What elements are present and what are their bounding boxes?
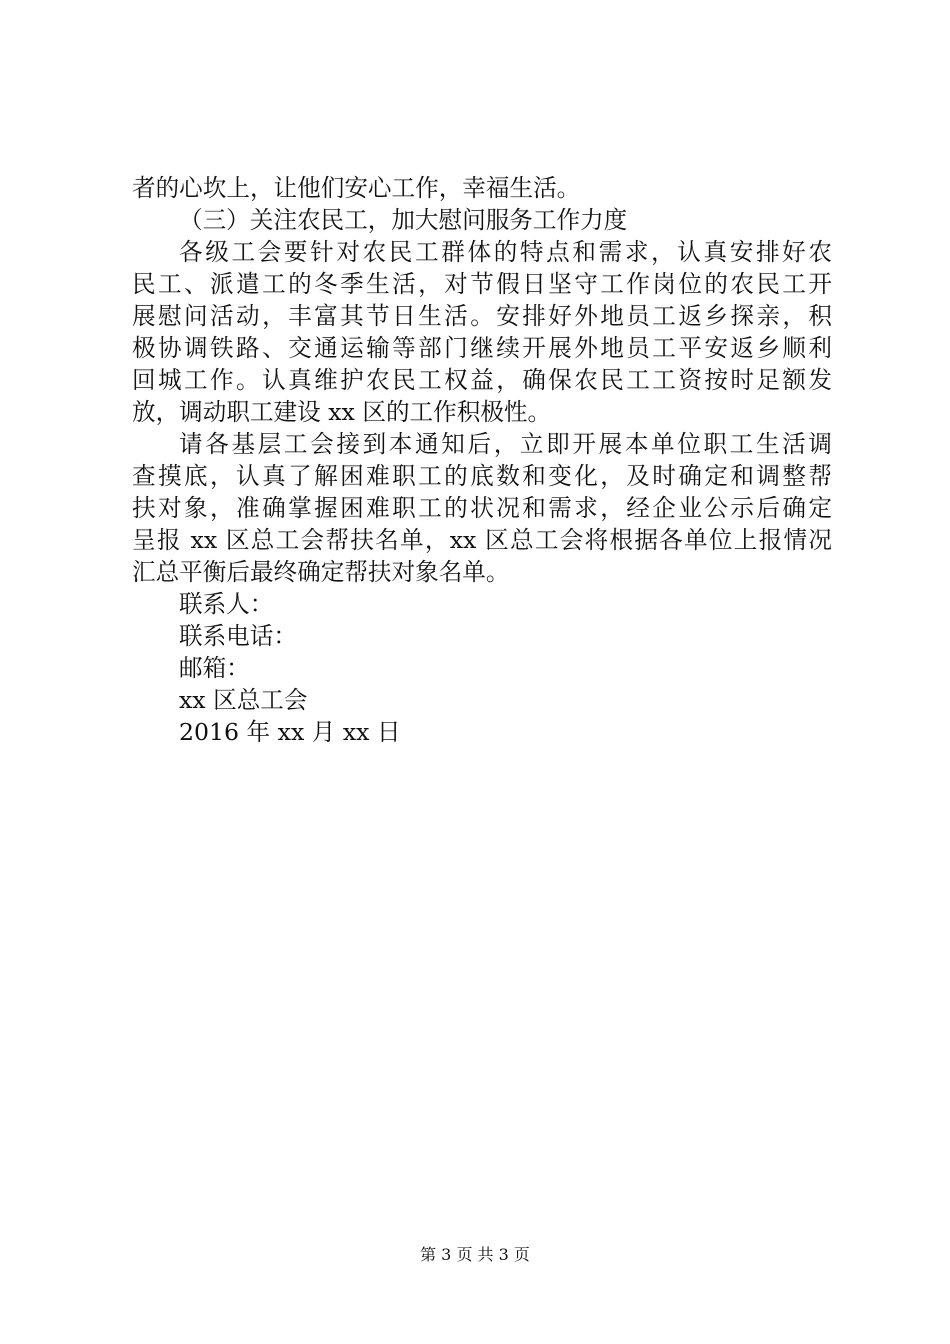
body-text-line: 呈报 xx 区总工会帮扶名单，xx 区总工会将根据各单位上报情况 bbox=[132, 526, 832, 554]
body-text-line: 查摸底，认真了解困难职工的底数和变化，及时确定和调整帮 bbox=[132, 462, 832, 490]
document-date: 2016 年 xx 月 xx 日 bbox=[179, 718, 401, 746]
contact-person-label: 联系人： bbox=[179, 590, 274, 618]
body-text-line: 展慰问活动，丰富其节日生活。安排好外地员工返乡探亲，积 bbox=[132, 302, 832, 330]
body-text-line: 各级工会要针对农民工群体的特点和需求，认真安排好农 bbox=[179, 238, 832, 266]
body-text-line: 放，调动职工建设 xx 区的工作积极性。 bbox=[132, 398, 552, 426]
body-text-line: 极协调铁路、交通运输等部门继续开展外地员工平安返乡顺利 bbox=[132, 334, 832, 362]
body-text-line: 扶对象，准确掌握困难职工的状况和需求，经企业公示后确定 bbox=[132, 494, 832, 522]
body-text-line: 请各基层工会接到本通知后，立即开展本单位职工生活调 bbox=[179, 430, 832, 458]
contact-phone-label: 联系电话： bbox=[179, 622, 297, 650]
body-text-line: 者的心坎上，让他们安心工作，幸福生活。 bbox=[132, 174, 581, 202]
body-text-line: 汇总平衡后最终确定帮扶对象名单。 bbox=[132, 558, 510, 586]
body-text-line: 民工、派遣工的冬季生活，对节假日坚守工作岗位的农民工开 bbox=[132, 270, 832, 298]
body-text-line: 回城工作。认真维护农民工权益，确保农民工工资按时足额发 bbox=[132, 366, 832, 394]
organization-signature: xx 区总工会 bbox=[179, 686, 308, 714]
section-heading: （三）关注农民工，加大慰问服务工作力度 bbox=[179, 206, 628, 234]
email-label: 邮箱： bbox=[179, 654, 250, 682]
page-number-footer: 第 3 页 共 3 页 bbox=[420, 1245, 530, 1264]
